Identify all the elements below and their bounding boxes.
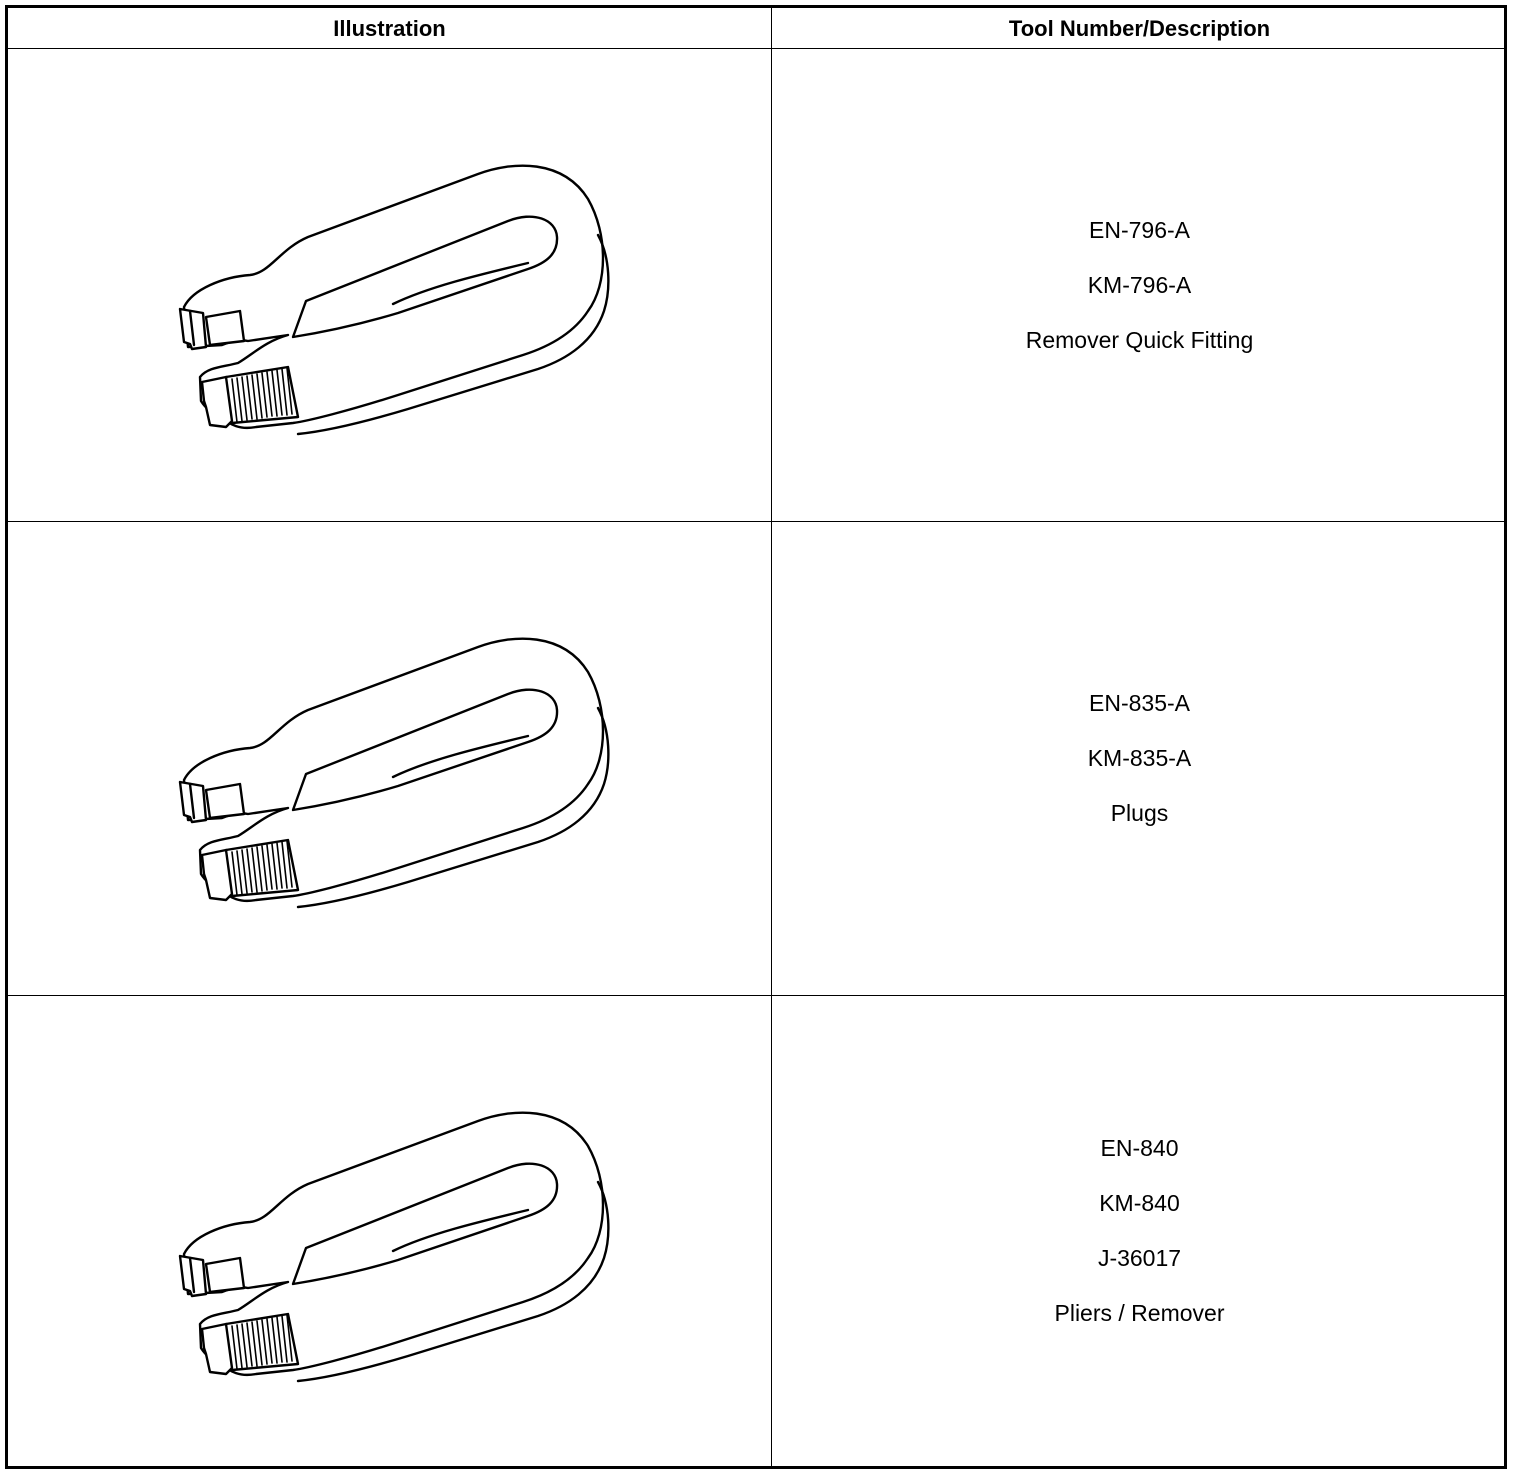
tool-description-cell	[772, 522, 1507, 995]
tool-number: KM-796-A	[1087, 271, 1192, 298]
tool-description-cell	[772, 49, 1507, 521]
tool-number: J-36017	[1097, 1245, 1182, 1271]
tool-number: EN-835-A	[1089, 690, 1190, 716]
quick-fitting-remover-tool-icon	[8, 49, 771, 521]
tool-number: KM-840	[1099, 1190, 1180, 1216]
header-illustration: Illustration	[333, 15, 446, 41]
table-row	[8, 996, 1504, 1466]
tool-description-cell	[772, 996, 1507, 1466]
illustration-cell	[8, 996, 771, 1466]
special-tools-table	[5, 5, 1507, 1469]
table-row	[8, 522, 1504, 995]
tool-description: Pliers / Remover	[1054, 1300, 1225, 1326]
illustration-cell	[8, 49, 771, 521]
tool-number: EN-840	[1100, 1135, 1179, 1161]
tool-number: KM-835-A	[1087, 745, 1192, 771]
illustration-cell	[8, 522, 771, 995]
table-row	[8, 49, 1504, 521]
tool-number: EN-796-A	[1089, 216, 1190, 243]
quick-fitting-remover-tool-icon	[8, 522, 771, 994]
tool-description: Remover Quick Fitting	[1025, 326, 1254, 353]
header-tool-number-description: Tool Number/Description	[1008, 15, 1271, 41]
quick-fitting-remover-tool-icon	[8, 996, 771, 1468]
tool-description: Plugs	[1110, 800, 1169, 826]
